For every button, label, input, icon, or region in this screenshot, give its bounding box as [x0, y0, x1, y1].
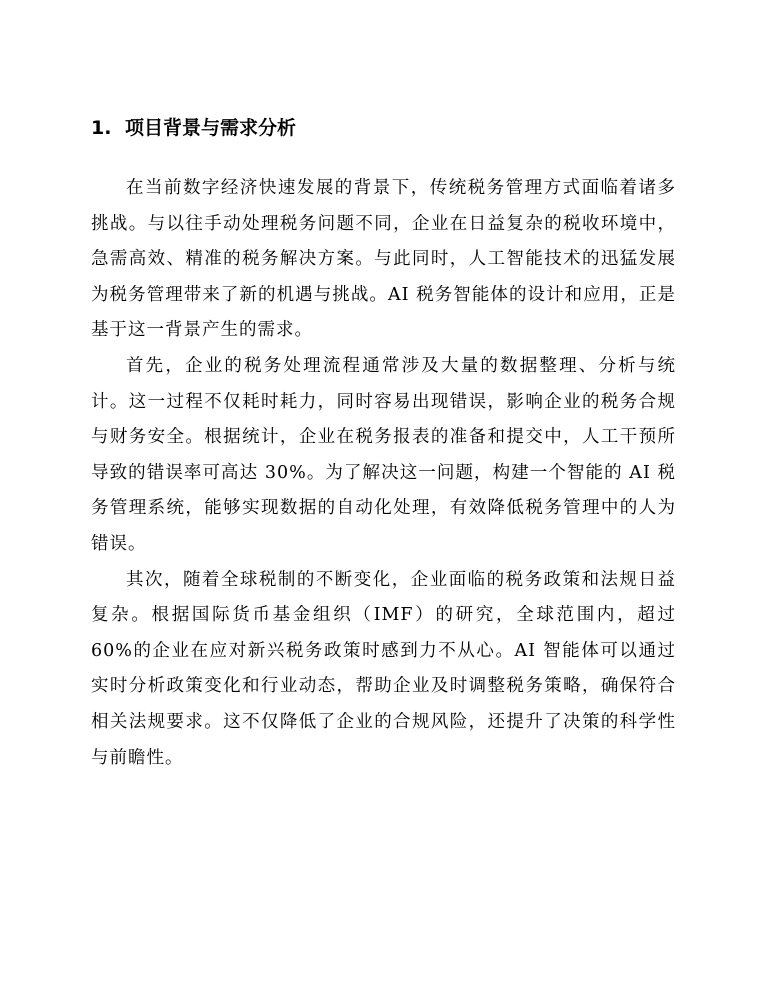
section-body [91, 171, 676, 776]
paragraph-background: 在当前数字经济快速发展的背景下，传统税务管理方式面临着诸多挑战。与以往手动处理税务问题不同，企业在日益复杂的税收环境中，急需高效、精准的税务解决方案。与此同时，人工智能技术的迅猛发展为税务管理带来了新的机遇与挑战。AI 税务智能体的设计和应用，正是基于这一背景产生的需求。 [91, 178, 676, 341]
paragraph-tax-policy: 其次，随着全球税制的不断变化，企业面临的税务政策和法规日益复杂。根据国际货币基金组织（IMF）的研究，全球范围内，超过 60%的企业在应对新兴税务政策时感到力不从心。AI 智能体可以通过实时分析政策变化和行业动态，帮助企业及时调整税务策略，确保符合相关法规要求。这不仅降低了企业的合规风险，还提升了决策的科学性与前瞻性。 [91, 569, 676, 768]
section-title: 项目背景与需求分析 [125, 117, 297, 139]
section-number: 1. [91, 117, 112, 139]
paragraph-data-processing: 首先，企业的税务处理流程通常涉及大量的数据整理、分析与统计。这一过程不仅耗时耗力，同时容易出现错误，影响企业的税务合规与财务安全。根据统计，企业在税务报表的准备和提交中，人工干预所导致的错误率可高达 30%。为了解决这一问题，构建一个智能的 AI 税务管理系统，能够实现数据的自动化处理，有效降低税务管理中的人为错误。 [91, 355, 676, 554]
section-heading [91, 113, 296, 143]
